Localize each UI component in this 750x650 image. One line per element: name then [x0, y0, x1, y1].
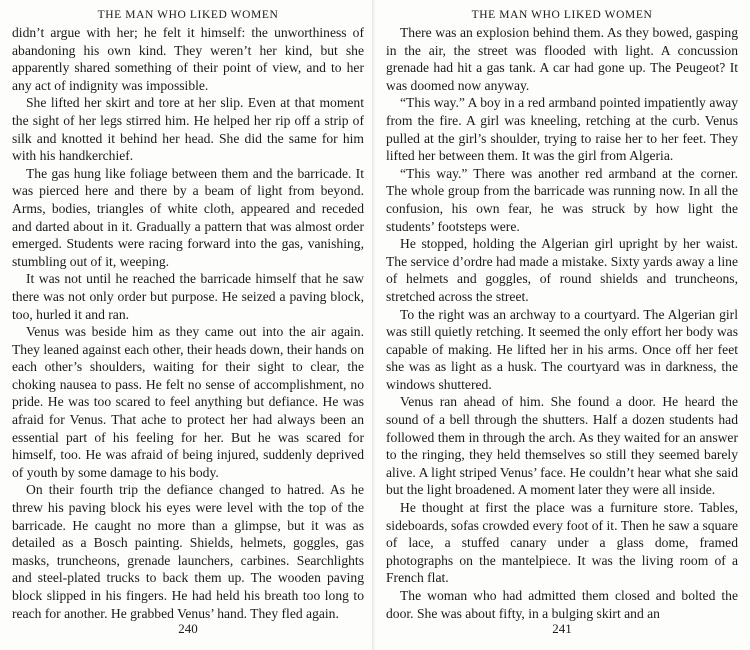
paragraph: There was an explosion behind them. As they bowed, gasping in the air, the street was flooded with light. A concussion grenade had hit a gas tank. A car had gone up. The Peugeot? It was doomed now anyway. [386, 25, 738, 93]
paragraph: It was not until he reached the barricade himself that he saw there was not only order but purpose. He seized a paving block, too, hurled it and ran. [12, 271, 364, 322]
running-head-right: THE MAN WHO LIKED WOMEN [471, 9, 653, 21]
paragraph: “This way.” A boy in a red armband pointed impatiently away from the fire. A girl was kneeling, retching at the curb. Venus pulled at the girl’s shoulder, trying to raise her to her feet. They lifted her between them. It was the girl from Algeria. [386, 95, 738, 164]
left-page-body [12, 24, 364, 622]
paragraph: She lifted her skirt and tore at her slip. Even at that moment the sight of her legs stirred him. He helped her rip off a strip of silk and knotted it behind her head. She did the same for him with his handkerchief. [12, 95, 364, 164]
paragraph: Venus ran ahead of him. She found a door. He heard the sound of a bell through the shutters. Half a dozen students had followed them in through the arch. As they waited for an answer to the ringing, they held themselves so still they seemed barely alive. A light striped Venus’ face. He couldn’t hear what she said but the light broadened. A moment later they were all inside. [386, 394, 738, 498]
left-page [0, 0, 372, 650]
paragraph: “This way.” There was another red armband at the corner. The whole group from the barricade was running now. In all the confusion, his own fear, he was struck by how light the students’ footsteps were. [386, 165, 738, 234]
right-page [376, 0, 750, 650]
paragraph: He stopped, holding the Algerian girl upright by her waist. The service d’ordre had made a mistake. Sixty yards away a line of helmets and goggles, of round shields and truncheons, stretched across the street. [386, 236, 738, 304]
page-number-right: 241 [552, 621, 572, 636]
running-head-left: THE MAN WHO LIKED WOMEN [97, 9, 279, 21]
paragraph: To the right was an archway to a courtyard. The Algerian girl was still quietly retching. It seemed the only effort her body was capable of making. He lifted her in his arms. Once off her feet she was as light as a husk. The courtyard was in darkness, the windows shuttered. [386, 306, 738, 392]
paragraph: didn’t argue with her; he felt it himself: the unworthiness of abandoning his own kind. They weren’t her kind, but she apparently shared something of their point of view, and to her any act of indignity was impossible. [12, 25, 364, 93]
paragraph: On their fourth trip the defiance changed to hatred. As he threw his paving block his eyes were level with the top of the barricade. He caught no more than a glimpse, but it was as detailed as a Bosch painting. Shields, helmets, goggles, gas masks, truncheons, grenade launchers, carbines. Searchlights and steel-plated trucks to back them up. The wooden paving block slipped in his fingers. He had held his breath too long to reach for another. He grabbed Venus’ hand. They fled again. [12, 482, 364, 621]
page-number-left: 240 [178, 621, 198, 636]
paragraph: The woman who had admitted them closed and bolted the door. She was about fifty, in a bulging skirt and an [386, 588, 738, 621]
paragraph: Venus was beside him as they came out into the air again. They leaned against each other, their heads down, their hands on each other’s shoulders, waiting for their sight to clear, the choking nausea to pass. He felt no sense of accomplishment, no pride. He was too scared to feel anything but defiance. He was afraid for Venus. That ache to protect her had always been an essential part of his feeling for her. But he was scared for himself, too. He was afraid of being injured, suddenly deprived of youth by some damage to his body. [12, 324, 364, 480]
paragraph: He thought at first the place was a furniture store. Tables, sideboards, sofas crowded every foot of it. Then he saw a square of lace, a stuffed canary under a glass dome, framed photographs on the mantelpiece. It was the living room of a French flat. [386, 500, 738, 586]
paragraph: The gas hung like foliage between them and the barricade. It was pierced here and there by a beam of light from beyond. Arms, bodies, triangles of white cloth, appeared and receded and darted about in it. Gradually a pattern that was almost order emerged. Students were racing forward into the gas, vanishing, stumbling out of it, weeping. [12, 165, 364, 269]
right-page-body [386, 24, 738, 622]
